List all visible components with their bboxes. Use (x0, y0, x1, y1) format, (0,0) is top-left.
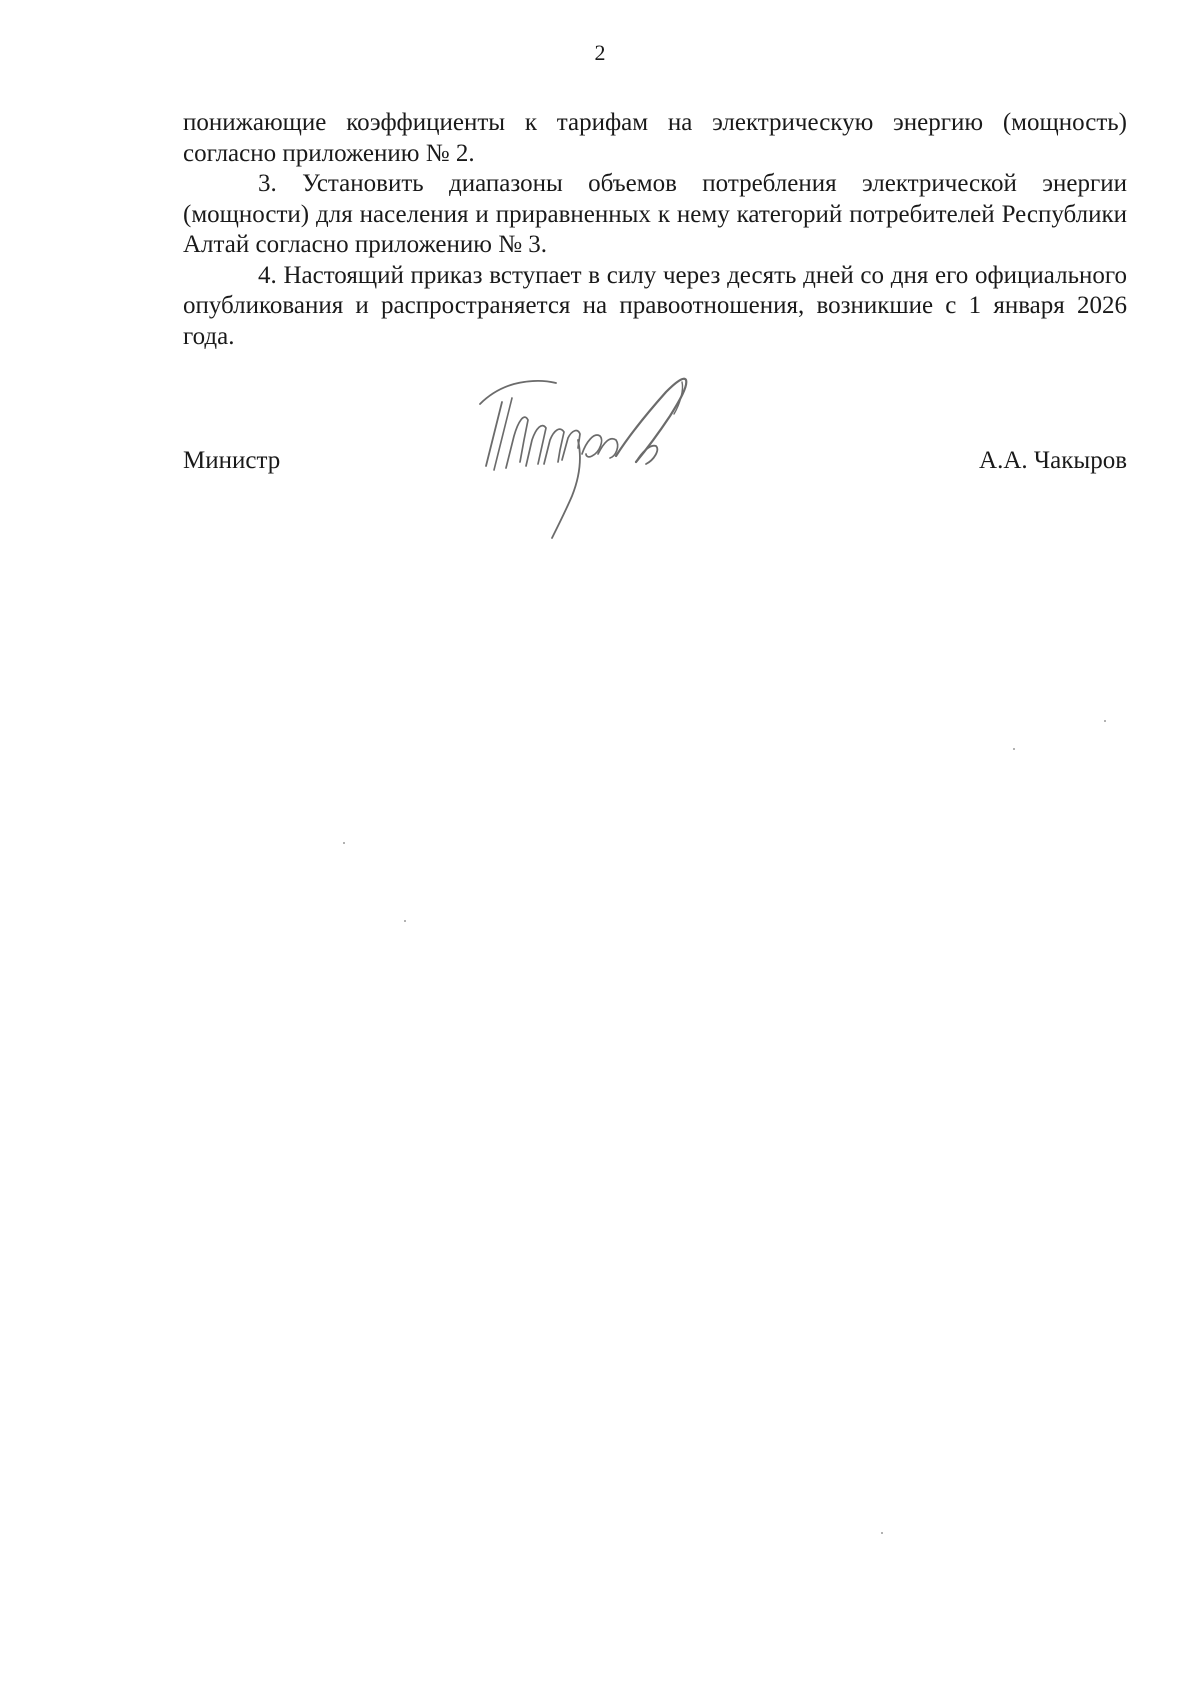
handwritten-signature-icon (470, 370, 735, 545)
page-number: 2 (594, 40, 606, 65)
scan-speck (404, 920, 406, 922)
paragraph-item-3: 3. Установить диапазоны объемов потребления электрической энергии (мощности) для населения и приравненных к нему категорий потребителей Республики Алтай согласно приложению № 3. (183, 170, 1127, 258)
scan-speck (1013, 748, 1015, 750)
paragraph-continuation: понижающие коэффициенты к тарифам на электрическую энергию (мощность) согласно приложению № 2. (183, 109, 1127, 167)
document-body (183, 108, 1127, 352)
scan-speck (343, 842, 345, 844)
signer-name: А.А. Чакыров (979, 447, 1127, 474)
signer-position: Министр (183, 447, 281, 474)
scan-speck (881, 1532, 883, 1534)
paragraph-item-4: 4. Настоящий приказ вступает в силу через десять дней со дня его официального опубликования и распространяется на правоотношения, возникшие с 1 января 2026 года. (183, 261, 1127, 350)
scan-speck (1104, 720, 1106, 722)
